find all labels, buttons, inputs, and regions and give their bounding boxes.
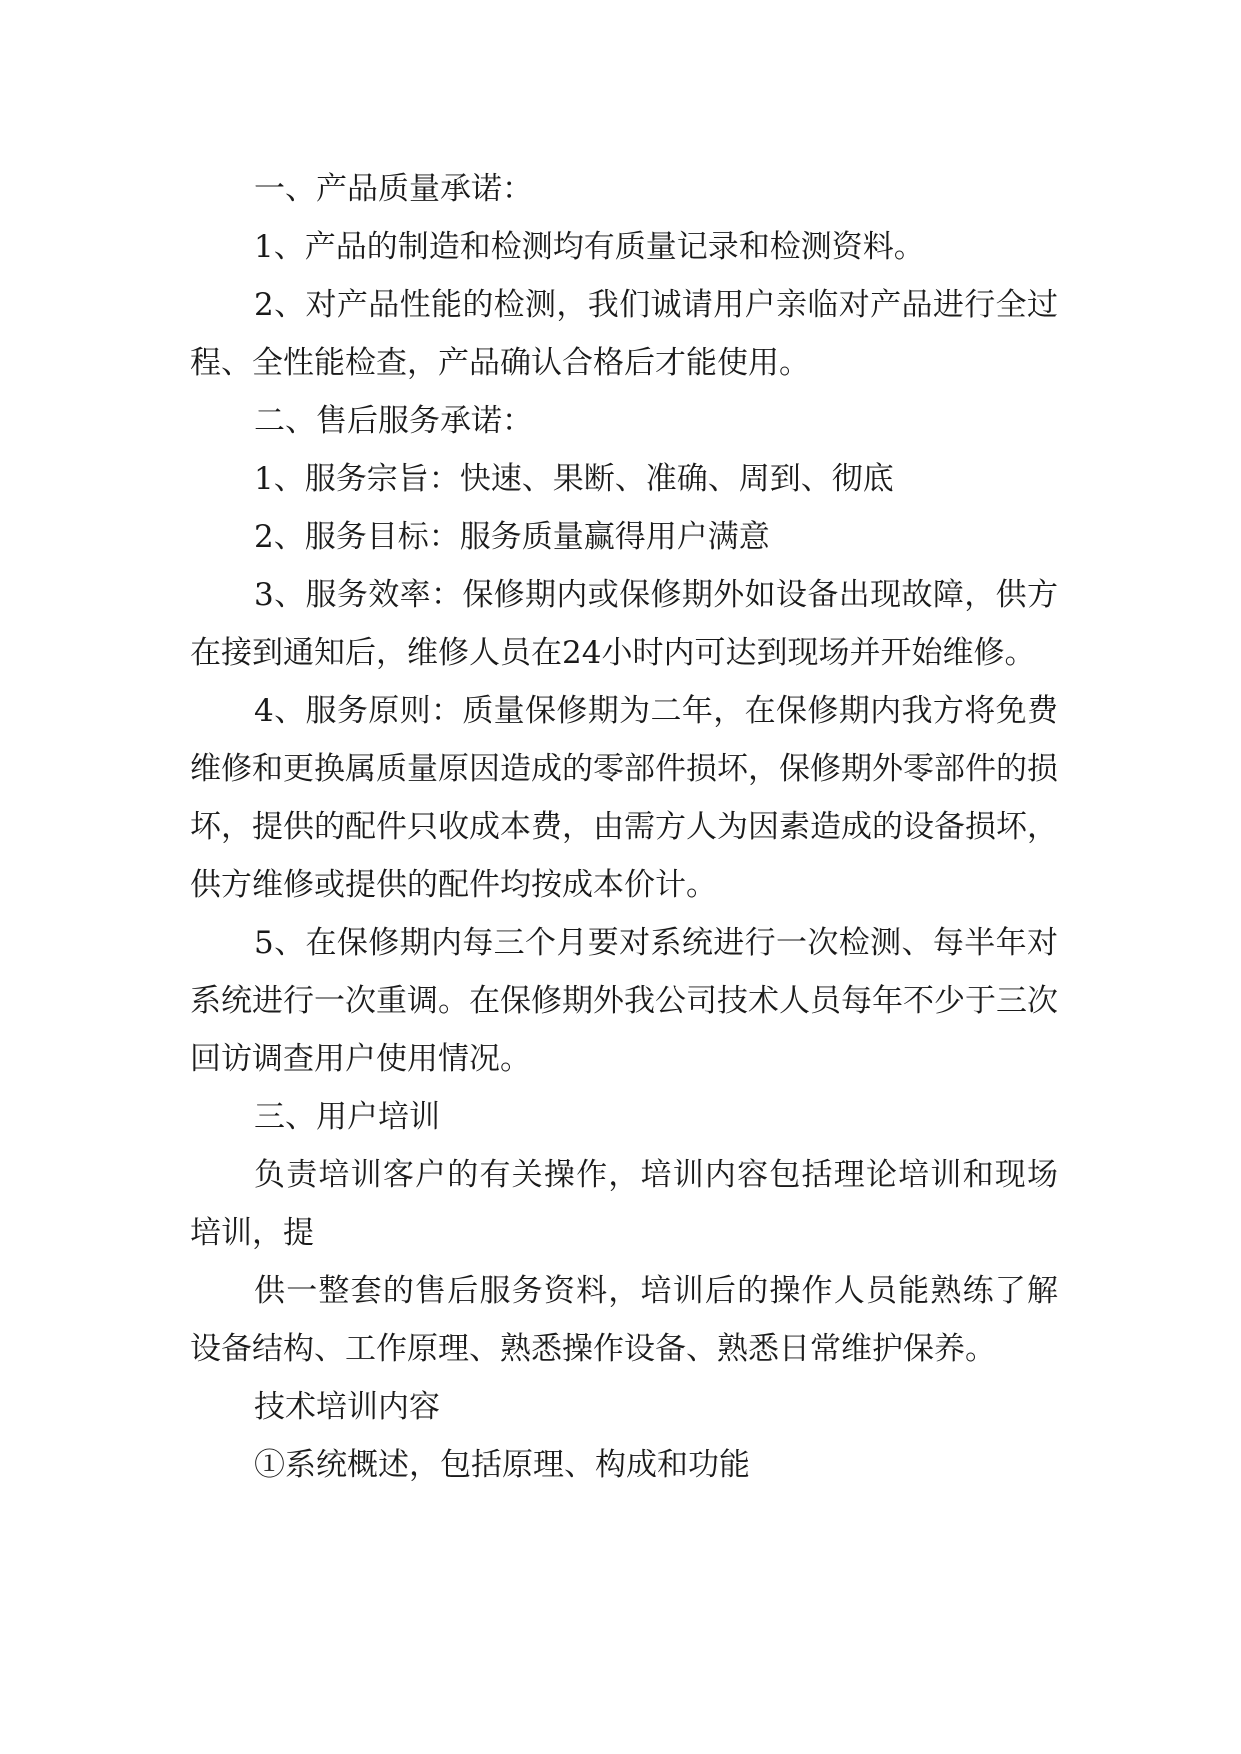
paragraph-service-goal: 2、服务目标：服务质量赢得用户满意 bbox=[254, 519, 770, 555]
paragraph-inspection-schedule: 5、在保修期内每三个月要对系统进行一次检测、每半年对系统进行一次重调。在保修期外我公司技术人员每年不少于三次回访调查用户使用情况。 bbox=[190, 925, 1058, 1077]
paragraph-quality-2: 2、对产品性能的检测，我们诚请用户亲临对产品进行全过程、全性能检查，产品确认合格后才能使用。 bbox=[190, 287, 1058, 381]
paragraph-service-purpose: 1、服务宗旨：快速、果断、准确、周到、彻底 bbox=[254, 461, 894, 497]
paragraph-training-scope: 负责培训客户的有关操作，培训内容包括理论培训和现场培训，提 bbox=[190, 1157, 1058, 1251]
paragraph-system-overview: ①系统概述，包括原理、构成和功能 bbox=[254, 1447, 750, 1483]
paragraph-training-materials: 供一整套的售后服务资料，培训后的操作人员能熟练了解设备结构、工作原理、熟悉操作设备、熟悉日常维护保养。 bbox=[190, 1273, 1058, 1367]
heading-user-training: 三、用户培训 bbox=[254, 1099, 440, 1135]
paragraph-quality-1: 1、产品的制造和检测均有质量记录和检测资料。 bbox=[254, 229, 925, 265]
heading-technical-training: 技术培训内容 bbox=[254, 1389, 440, 1425]
heading-after-sales: 二、售后服务承诺： bbox=[254, 403, 533, 439]
paragraph-service-efficiency: 3、服务效率：保修期内或保修期外如设备出现故障，供方在接到通知后，维修人员在24小时内可达到现场并开始维修。 bbox=[190, 577, 1058, 671]
document-body bbox=[190, 160, 1058, 1494]
paragraph-service-principle: 4、服务原则：质量保修期为二年，在保修期内我方将免费维修和更换属质量原因造成的零部件损坏，保修期外零部件的损坏，提供的配件只收成本费，由需方人为因素造成的设备损坏，供方维修或提供的配件均按成本价计。 bbox=[190, 693, 1058, 903]
heading-product-quality: 一、产品质量承诺： bbox=[254, 171, 533, 207]
